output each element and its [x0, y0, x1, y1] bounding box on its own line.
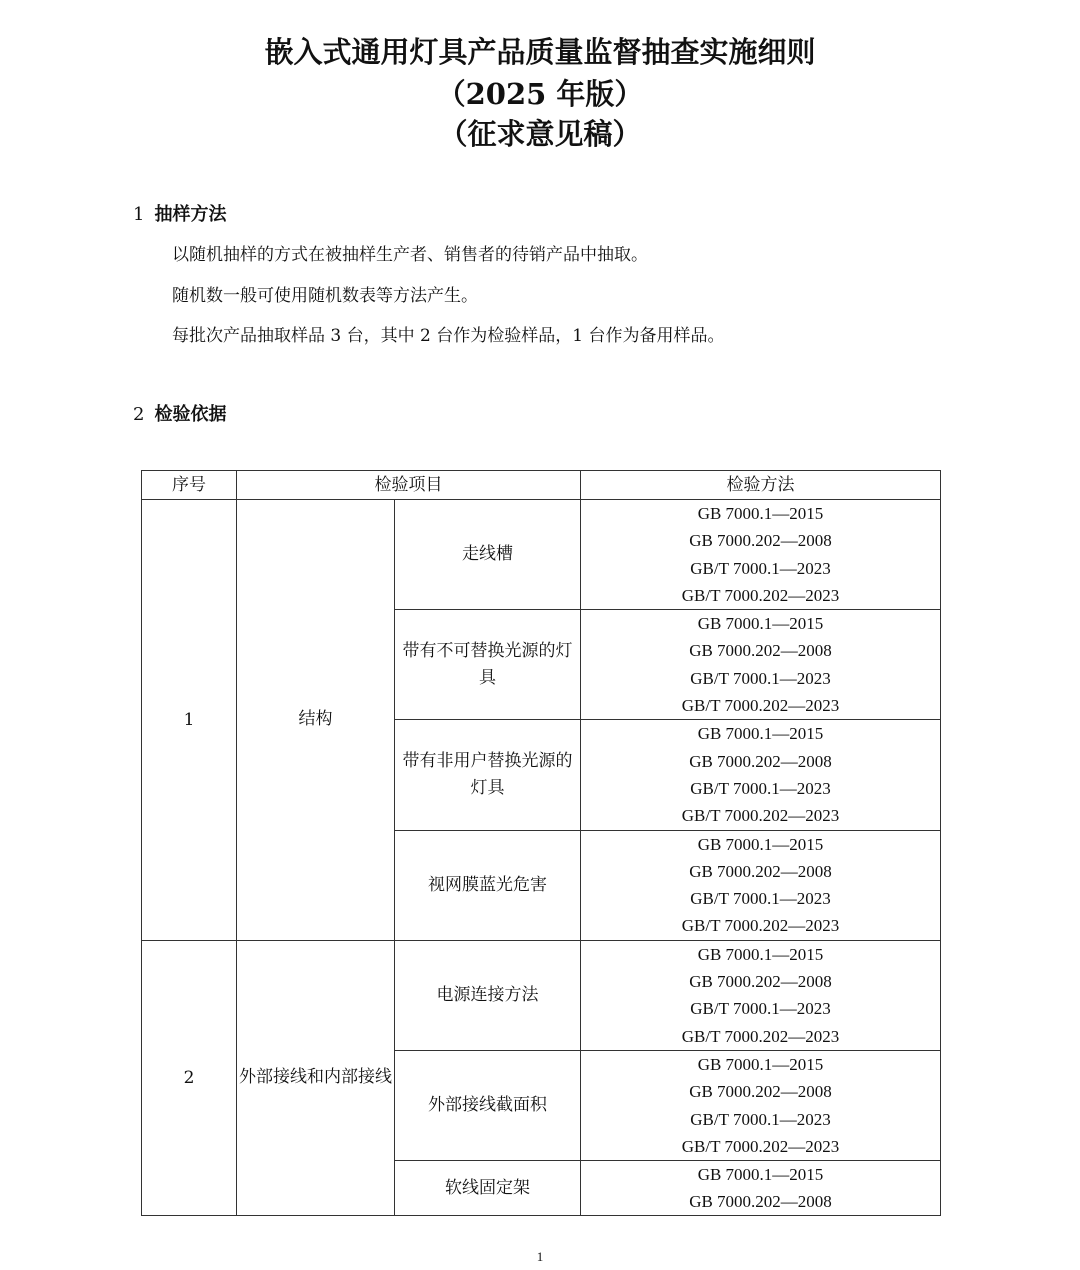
- header-item: 检验项目: [237, 471, 581, 500]
- method-line: GB/T 7000.1—2023: [690, 1109, 831, 1129]
- item-cell: 带有非用户替换光源的灯具: [395, 720, 581, 830]
- method-line: GB/T 7000.202—2023: [681, 806, 840, 826]
- section-2-heading: [133, 402, 226, 428]
- page-number: 1: [536, 1249, 544, 1264]
- method-cell: [581, 500, 941, 610]
- item-cell: 带有不可替换光源的灯具: [395, 610, 581, 720]
- method-line: GB 7000.202—2008: [689, 1192, 832, 1212]
- method-line: GB 7000.1—2015: [697, 614, 824, 634]
- method-line: GB/T 7000.1—2023: [690, 778, 831, 798]
- document-title: 嵌入式通用灯具产品质量监督抽查实施细则: [264, 35, 816, 69]
- method-line: GB/T 7000.1—2023: [690, 889, 831, 909]
- method-line: GB 7000.1—2015: [697, 724, 824, 744]
- method-line: GB 7000.1—2015: [697, 1165, 824, 1185]
- method-line: GB 7000.1—2015: [697, 1054, 824, 1074]
- method-line: GB 7000.1—2015: [697, 944, 824, 964]
- method-line: GB 7000.202—2008: [689, 972, 832, 992]
- section-1-title: 抽样方法: [154, 204, 227, 225]
- category-cell: 外部接线和内部接线: [237, 940, 395, 1215]
- method-line: GB 7000.202—2008: [689, 1082, 832, 1102]
- method-line: GB/T 7000.202—2023: [681, 916, 840, 936]
- table-header-row: [142, 471, 941, 500]
- method-line: GB/T 7000.202—2023: [681, 1026, 840, 1046]
- method-cell: [581, 610, 941, 720]
- document-edition: （2025 年版）: [436, 77, 644, 111]
- seq-cell: 1: [142, 500, 237, 941]
- method-line: GB/T 7000.202—2023: [681, 1136, 840, 1156]
- document-draft-label: （征求意见稿）: [438, 117, 642, 151]
- seq-cell: 2: [142, 940, 237, 1215]
- method-line: GB/T 7000.1—2023: [690, 999, 831, 1019]
- method-line: GB 7000.202—2008: [689, 751, 832, 771]
- method-line: GB/T 7000.202—2023: [681, 696, 840, 716]
- header-seq: 序号: [142, 471, 237, 500]
- inspection-basis-table: [141, 470, 941, 1216]
- method-line: GB/T 7000.202—2023: [681, 585, 840, 605]
- method-line: GB 7000.202—2008: [689, 641, 832, 661]
- section-2-number: 2: [133, 404, 145, 425]
- method-line: GB 7000.202—2008: [689, 531, 832, 551]
- item-cell: 走线槽: [395, 500, 581, 610]
- item-cell: 外部接线截面积: [395, 1050, 581, 1160]
- method-line: GB 7000.1—2015: [697, 504, 824, 523]
- item-cell: 软线固定架: [395, 1161, 581, 1216]
- section-1-paragraph: 每批次产品抽取样品 3 台，其中 2 台作为检验样品，1 台作为备用样品。: [172, 326, 725, 346]
- method-line: GB/T 7000.1—2023: [690, 668, 831, 688]
- section-1-paragraph: 以随机抽样的方式在被抽样生产者、销售者的待销产品中抽取。: [172, 245, 648, 265]
- method-cell: [581, 1161, 941, 1216]
- method-cell: [581, 720, 941, 830]
- method-line: GB/T 7000.1—2023: [690, 558, 831, 578]
- header-method: 检验方法: [581, 471, 941, 500]
- section-2-title: 检验依据: [154, 404, 227, 425]
- method-cell: [581, 1050, 941, 1160]
- section-1-paragraph: 随机数一般可使用随机数表等方法产生。: [172, 286, 478, 306]
- section-1-heading: [133, 202, 226, 228]
- method-cell: [581, 940, 941, 1050]
- method-cell: [581, 830, 941, 940]
- table-row: [142, 500, 941, 610]
- method-line: GB 7000.1—2015: [697, 834, 824, 854]
- section-1-number: 1: [133, 204, 145, 225]
- method-line: GB 7000.202—2008: [689, 861, 832, 881]
- category-cell: 结构: [237, 500, 395, 941]
- item-cell: 视网膜蓝光危害: [395, 830, 581, 940]
- item-cell: 电源连接方法: [395, 940, 581, 1050]
- table-row: [142, 940, 941, 1050]
